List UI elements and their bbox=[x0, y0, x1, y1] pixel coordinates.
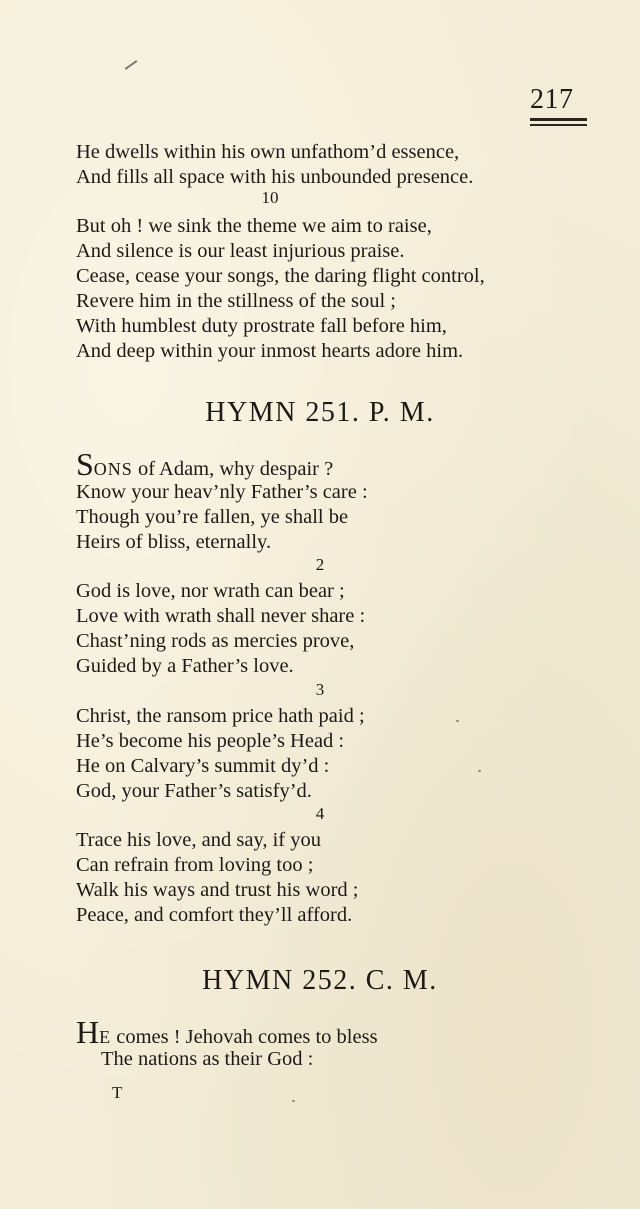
paper-speck bbox=[456, 720, 459, 722]
verse-line: The nations as their God : bbox=[101, 1048, 314, 1070]
verse-number: 3 bbox=[315, 680, 325, 699]
verse-line: Trace his love, and say, if you bbox=[76, 829, 322, 851]
header-rule-line bbox=[530, 118, 587, 121]
verse-line: He’s become his people’s Head : bbox=[76, 730, 345, 752]
verse-line: But oh ! we sink the theme we aim to raise, bbox=[76, 215, 432, 237]
verse-line: Heirs of bliss, eternally. bbox=[76, 531, 272, 553]
small-caps: ONS bbox=[93, 459, 133, 479]
verse-line: And fills all space with his unbounded presence. bbox=[76, 166, 474, 188]
verse-line: Know your heav’nly Father’s care : bbox=[76, 481, 368, 503]
verse-line: Walk his ways and trust his word ; bbox=[76, 879, 359, 901]
hymn-heading: HYMN 251. P. M. bbox=[205, 397, 435, 428]
header-rule bbox=[530, 118, 587, 129]
paper-speck bbox=[292, 1100, 295, 1102]
verse-first-line bbox=[76, 446, 334, 482]
signature-mark: T bbox=[112, 1083, 123, 1102]
verse-number: 2 bbox=[315, 555, 325, 574]
page-number: 217 bbox=[530, 84, 574, 115]
small-caps: E bbox=[99, 1027, 112, 1047]
verse-number: 10 bbox=[261, 188, 279, 207]
verse-line: Chast’ning rods as mercies prove, bbox=[76, 630, 355, 652]
verse-line: And deep within your inmost hearts adore him. bbox=[76, 340, 464, 362]
verse-line: Christ, the ransom price hath paid ; bbox=[76, 705, 365, 727]
verse-line: Though you’re fallen, ye shall be bbox=[76, 506, 349, 528]
drop-cap: H bbox=[76, 1014, 100, 1050]
verse-line: Can refrain from loving too ; bbox=[76, 854, 314, 876]
drop-cap: S bbox=[76, 446, 94, 482]
verse-line: Guided by a Father’s love. bbox=[76, 655, 294, 677]
verse-line: Peace, and comfort they’ll afford. bbox=[76, 904, 353, 926]
hymn-heading: HYMN 252. C. M. bbox=[202, 965, 438, 996]
header-rule-line bbox=[530, 124, 587, 126]
verse-line: And silence is our least injurious praise. bbox=[76, 240, 405, 262]
verse-line: Love with wrath shall never share : bbox=[76, 605, 366, 627]
paper-speck bbox=[478, 770, 481, 772]
verse-line: He dwells within his own unfathom’d essence, bbox=[76, 141, 460, 163]
verse-line: With humblest duty prostrate fall before him, bbox=[76, 315, 447, 337]
verse-line: Revere him in the stillness of the soul ; bbox=[76, 290, 396, 312]
first-line-text: of Adam, why despair ? bbox=[132, 458, 334, 480]
verse-number: 4 bbox=[315, 804, 325, 823]
ink-mark bbox=[125, 60, 138, 70]
verse-first-line bbox=[76, 1014, 378, 1050]
verse-line: Cease, cease your songs, the daring flight control, bbox=[76, 265, 485, 287]
first-line-text: comes ! Jehovah comes to bless bbox=[111, 1026, 378, 1048]
verse-line: He on Calvary’s summit dy’d : bbox=[76, 755, 330, 777]
verse-line: God is love, nor wrath can bear ; bbox=[76, 580, 345, 602]
verse-line: God, your Father’s satisfy’d. bbox=[76, 780, 312, 802]
